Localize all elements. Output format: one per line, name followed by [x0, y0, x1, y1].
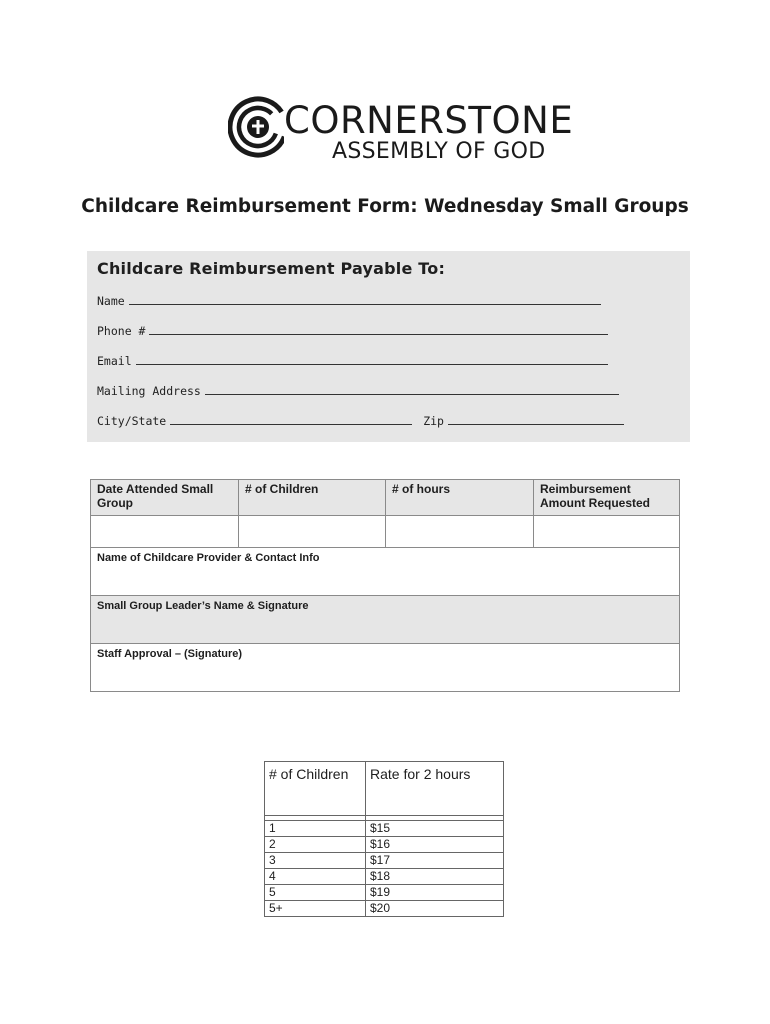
name-label: Name: [97, 294, 125, 308]
rates-rate-header: Rate for 2 hours: [366, 762, 504, 816]
phone-field[interactable]: [149, 323, 608, 335]
rates-row: [265, 853, 504, 869]
logo-wordmark: CORNERSTONE: [284, 99, 574, 142]
rates-row: [265, 869, 504, 885]
attendance-entry-row: [91, 516, 680, 548]
city-state-label: City/State: [97, 414, 167, 428]
cornerstone-logo: [228, 95, 574, 167]
city-state-field[interactable]: [170, 413, 412, 425]
payable-to-section: [87, 251, 690, 442]
zip-field[interactable]: [448, 413, 624, 425]
attendance-table: [90, 479, 680, 692]
phone-field-row: [97, 323, 608, 338]
children-count-cell[interactable]: [239, 516, 386, 548]
email-field-row: [97, 353, 608, 368]
form-title: Childcare Reimbursement Form: Wednesday Small Groups: [81, 196, 689, 217]
attendance-header-row: [91, 480, 680, 516]
cornerstone-emblem-icon: [228, 95, 284, 159]
rates-rate-cell: $19: [366, 885, 504, 901]
email-label: Email: [97, 354, 132, 368]
phone-label: Phone #: [97, 324, 146, 338]
leader-cell[interactable]: [91, 596, 680, 644]
rates-children-cell: 4: [265, 869, 366, 885]
staff-approval-row: [91, 644, 680, 692]
rates-children-cell: 1: [265, 821, 366, 837]
rates-rate-cell: $15: [366, 821, 504, 837]
rates-children-header: # of Children: [265, 762, 366, 816]
rates-header-row: [265, 762, 504, 816]
reimbursement-amount-header: Reimbursement Amount Requested: [534, 480, 680, 516]
name-field[interactable]: [129, 293, 601, 305]
provider-label: Name of Childcare Provider & Contact Info: [97, 552, 320, 564]
mailing-address-field-row: [97, 383, 619, 398]
rates-rate-cell: $20: [366, 901, 504, 917]
staff-approval-label: Staff Approval – (Signature): [97, 648, 243, 660]
hours-cell[interactable]: [386, 516, 534, 548]
leader-label: Small Group Leader’s Name & Signature: [97, 600, 309, 612]
rates-children-cell: 2: [265, 837, 366, 853]
email-field[interactable]: [136, 353, 608, 365]
hours-header: # of hours: [386, 480, 534, 516]
logo-subtitle: ASSEMBLY OF GOD: [332, 139, 546, 164]
rates-rate-cell: $17: [366, 853, 504, 869]
date-attended-cell[interactable]: [91, 516, 239, 548]
rates-children-cell: 5+: [265, 901, 366, 917]
reimbursement-amount-cell[interactable]: [534, 516, 680, 548]
rates-children-cell: 3: [265, 853, 366, 869]
mailing-address-label: Mailing Address: [97, 384, 201, 398]
rates-rate-cell: $18: [366, 869, 504, 885]
rates-rate-cell: $16: [366, 837, 504, 853]
rates-row: [265, 837, 504, 853]
rates-children-cell: 5: [265, 885, 366, 901]
rates-row: [265, 821, 504, 837]
mailing-address-field[interactable]: [205, 383, 619, 395]
children-count-header: # of Children: [239, 480, 386, 516]
rates-row: [265, 901, 504, 917]
payable-heading: Childcare Reimbursement Payable To:: [97, 259, 446, 278]
date-attended-header: Date Attended Small Group: [91, 480, 239, 516]
provider-cell[interactable]: [91, 548, 680, 596]
rates-table: [264, 761, 504, 917]
name-field-row: [97, 293, 601, 308]
leader-row: [91, 596, 680, 644]
staff-approval-cell[interactable]: [91, 644, 680, 692]
zip-label: Zip: [423, 414, 444, 428]
provider-row: [91, 548, 680, 596]
rates-row: [265, 885, 504, 901]
city-state-zip-row: [97, 413, 624, 428]
